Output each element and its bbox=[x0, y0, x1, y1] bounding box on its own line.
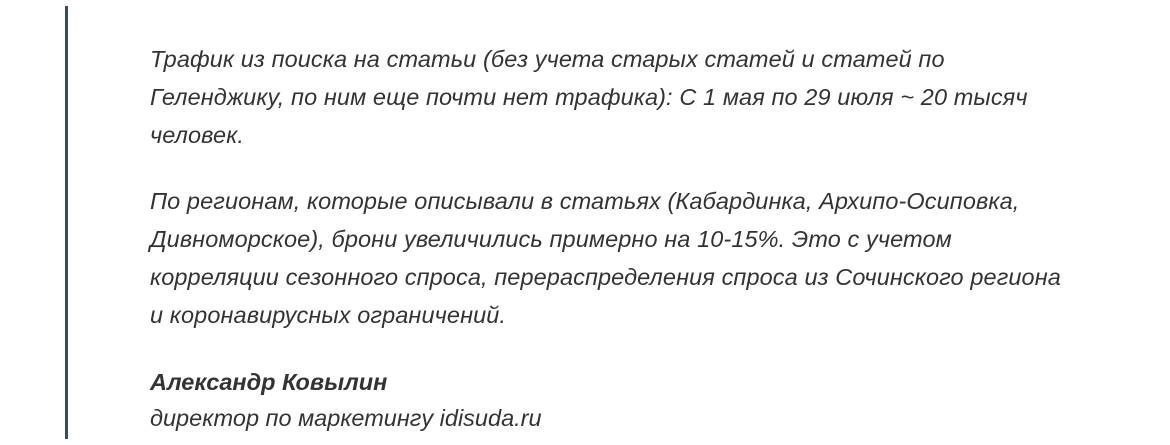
quote-attribution bbox=[150, 364, 1110, 436]
quote-accent-bar bbox=[65, 6, 68, 439]
author-name: Александр Ковылин bbox=[150, 369, 388, 395]
quote-paragraph-2: По регионам, которые описывали в статьях (Кабардинка, Архипо-Осиповка, Дивноморское), брони увеличились примерно на 10-15%. Это с учетом корреляции сезонного спроса, перераспределения спроса из Сочинского региона и коронавирусных ограничений. bbox=[150, 188, 1061, 328]
author-role: директор по маркетингу idisuda.ru bbox=[150, 405, 542, 431]
quote-paragraph-1: Трафик из поиска на статьи (без учета старых статей и статей по Геленджику, по ним еще почти нет трафика): С 1 мая по 29 июля ~ 20 тысяч человек. bbox=[150, 46, 1028, 148]
